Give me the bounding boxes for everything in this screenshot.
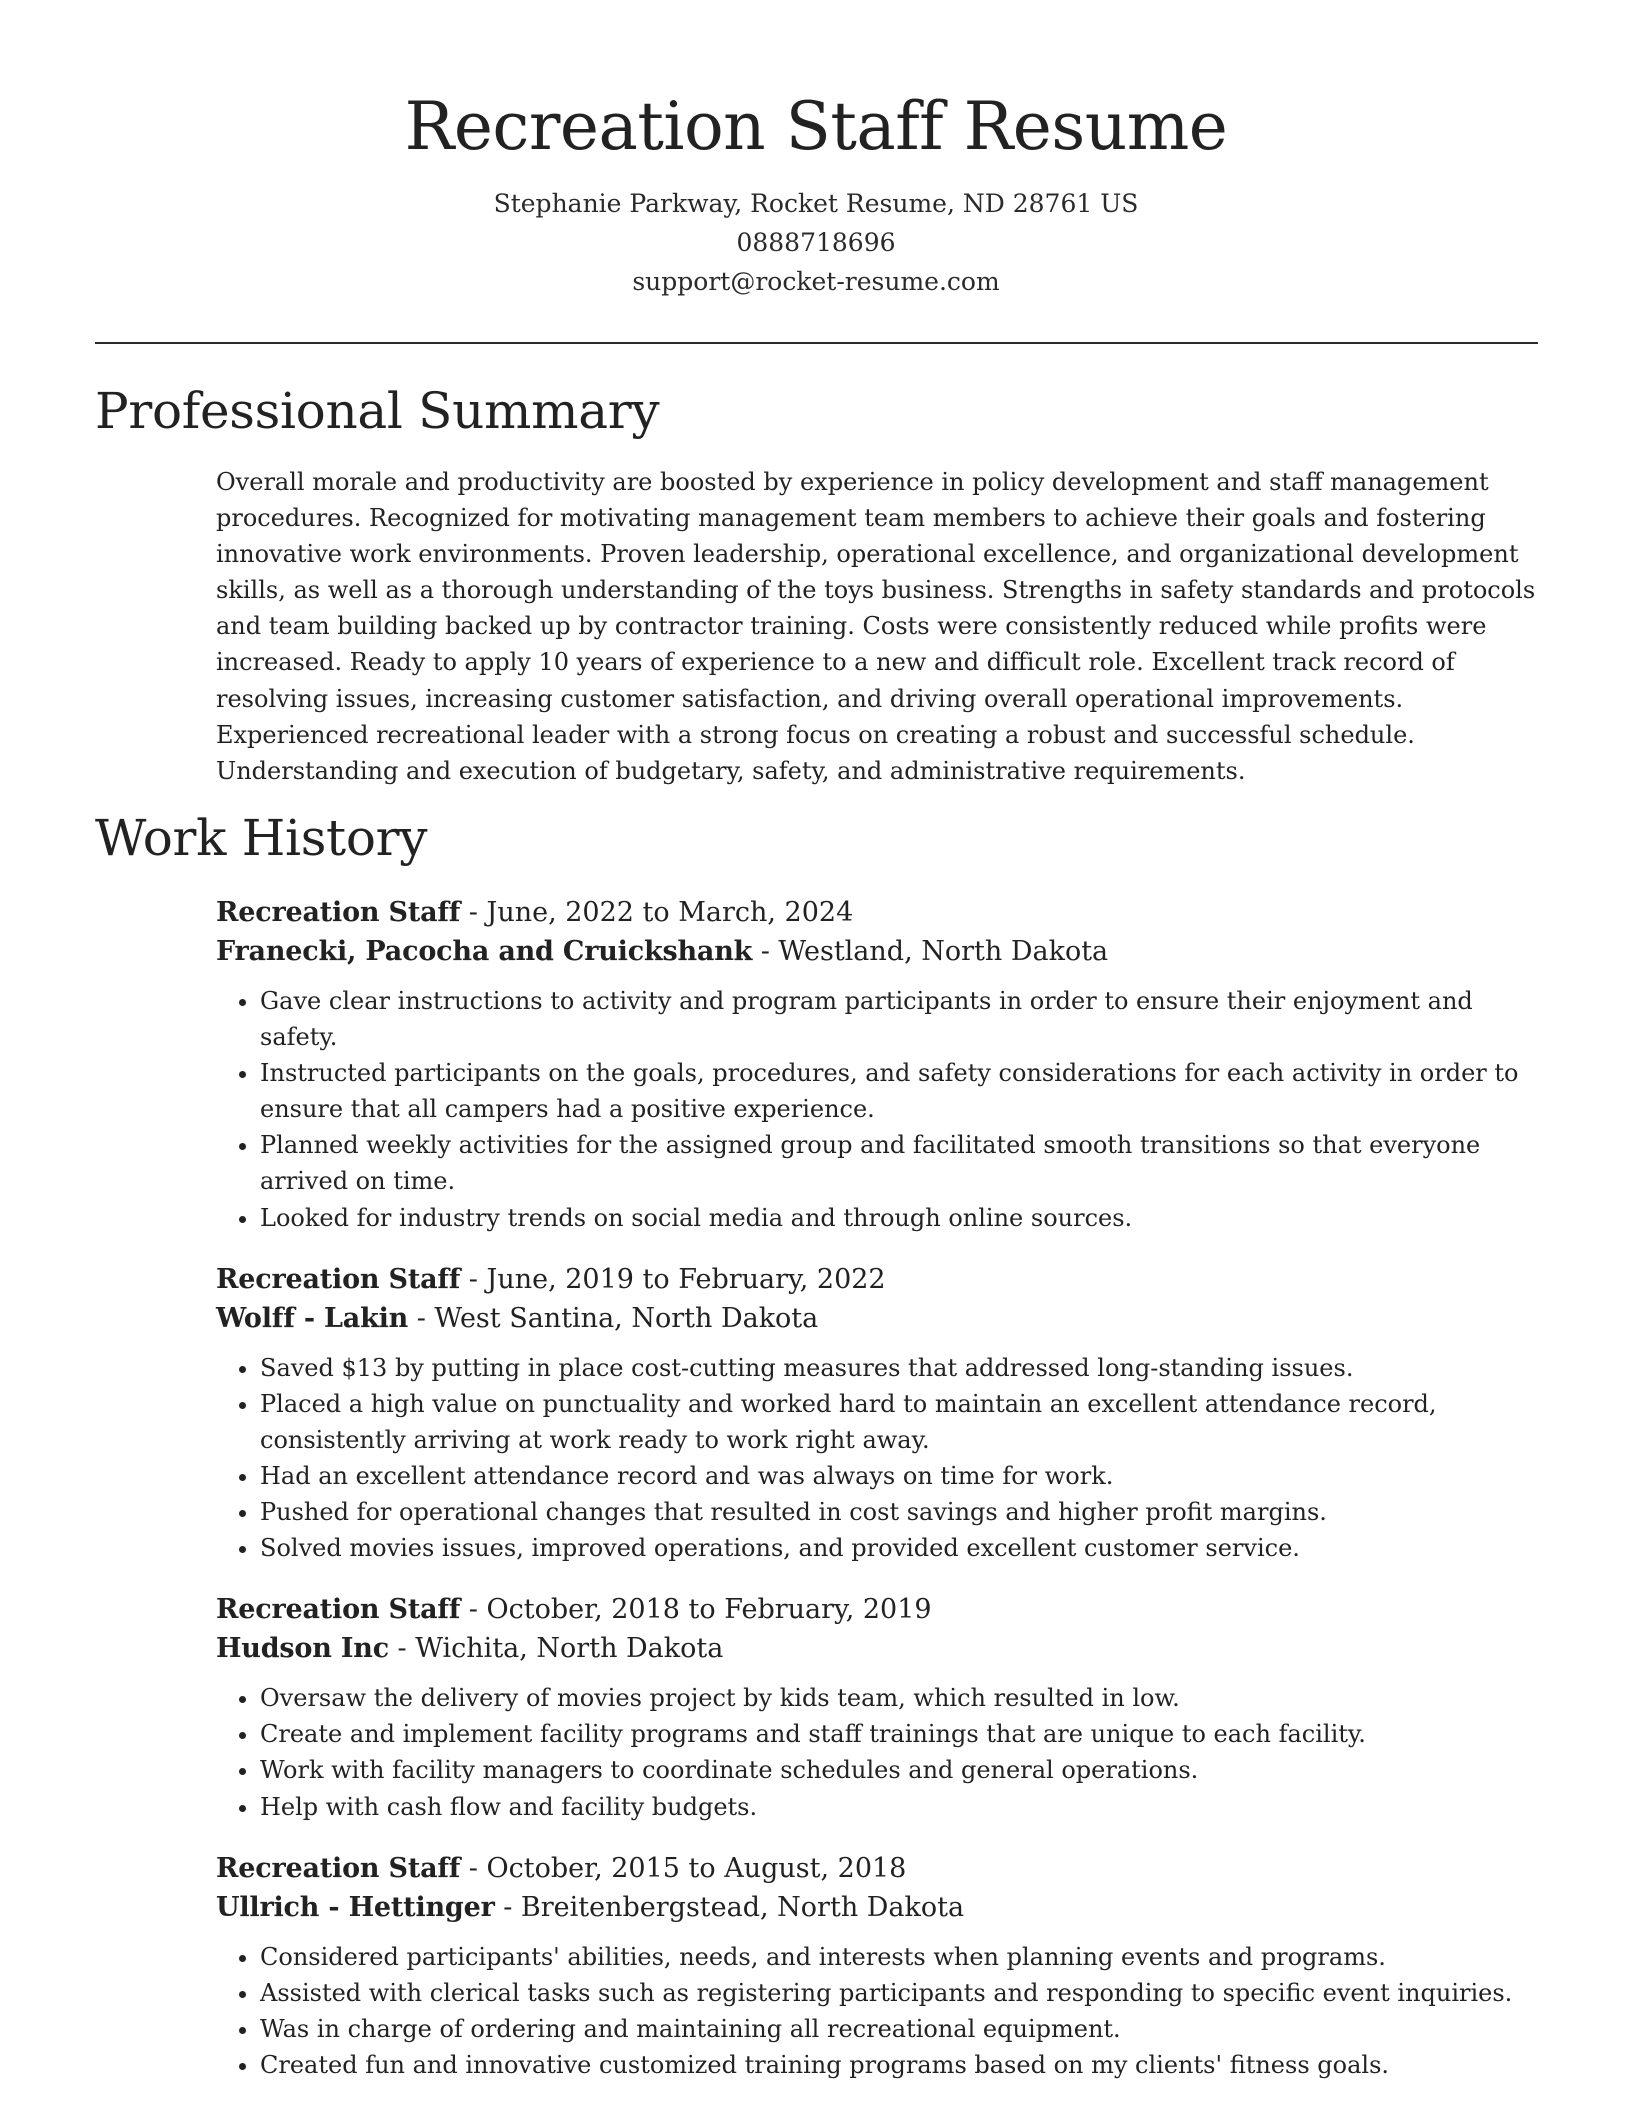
job-entry <box>216 1590 1536 1824</box>
job-location: - Wichita, North Dakota <box>388 1633 724 1665</box>
phone: 0888718696 <box>736 228 896 257</box>
job-bullet: • Placed a high value on punctuality and worked hard to maintain an excellent attendance record, consistently arriving at work ready to work right away. <box>260 1386 1536 1458</box>
job-bullets <box>216 1350 1536 1567</box>
job-bullet: • Had an excellent attendance record and was always on time for work. <box>260 1458 1536 1494</box>
job-company-line <box>216 1629 1536 1668</box>
job-bullet: • Instructed participants on the goals, procedures, and safety considerations for each activity in order to ensure that all campers had a positive experience. <box>260 1055 1536 1127</box>
job-company-line <box>216 1299 1536 1338</box>
contact-block <box>0 184 1632 301</box>
job-bullet: • Saved $13 by putting in place cost-cutting measures that addressed long-standing issues. <box>260 1350 1536 1386</box>
job-dates: - October, 2018 to February, 2019 <box>460 1594 932 1626</box>
job-bullet: • Planned weekly activities for the assigned group and facilitated smooth transitions so that everyone arrived on time. <box>260 1127 1536 1199</box>
job-bullet: • Considered participants' abilities, needs, and interests when planning events and programs. <box>260 1939 1536 1975</box>
job-entry <box>216 1849 1536 2083</box>
job-dates: - October, 2015 to August, 2018 <box>460 1852 907 1884</box>
job-company-line <box>216 932 1536 971</box>
job-location: - Westland, North Dakota <box>752 936 1109 967</box>
job-role: Recreation Staff <box>216 1852 461 1884</box>
job-bullet: • Oversaw the delivery of movies project by kids team, which resulted in low. <box>260 1680 1536 1716</box>
job-entry <box>216 1260 1536 1567</box>
job-title-line <box>216 1849 1536 1888</box>
job-company-line <box>216 1888 1536 1927</box>
job-entry <box>216 893 1536 1236</box>
job-bullet: • Solved movies issues, improved operations, and provided excellent customer service. <box>260 1530 1536 1566</box>
job-title-line <box>216 893 1536 932</box>
job-title-line <box>216 1260 1536 1299</box>
job-company: Hudson Inc <box>216 1633 389 1665</box>
job-title-line <box>216 1590 1536 1629</box>
job-bullet: • Help with cash flow and facility budgets. <box>260 1789 1536 1825</box>
job-role: Recreation Staff <box>216 1594 461 1626</box>
job-bullets <box>216 1680 1536 1824</box>
work-history-heading: Work History <box>95 809 428 867</box>
job-role: Recreation Staff <box>216 1263 461 1295</box>
job-bullet: • Looked for industry trends on social media and through online sources. <box>260 1200 1536 1236</box>
job-bullet: • Create and implement facility programs and staff trainings that are unique to each facility. <box>260 1716 1536 1752</box>
work-history-list <box>216 893 1536 2107</box>
resume-title: Recreation Staff Resume <box>404 88 1228 165</box>
job-role: Recreation Staff <box>216 897 461 928</box>
resume-header <box>0 0 1632 301</box>
job-bullet: • Created fun and innovative customized training programs based on my clients' fitness goals. <box>260 2047 1536 2083</box>
address: Stephanie Parkway, Rocket Resume, ND 28761 US <box>493 189 1139 218</box>
job-bullet: • Assisted with clerical tasks such as registering participants and responding to specific event inquiries. <box>260 1975 1536 2011</box>
job-dates: - June, 2022 to March, 2024 <box>460 897 854 928</box>
job-dates: - June, 2019 to February, 2022 <box>460 1263 886 1295</box>
job-location: - Breitenbergstead, North Dakota <box>494 1891 965 1923</box>
job-bullet: • Work with facility managers to coordinate schedules and general operations. <box>260 1752 1536 1788</box>
summary-heading: Professional Summary <box>95 382 660 440</box>
summary-text: Overall morale and productivity are boosted by experience in policy development and staff management procedures. Recognized for motivating management team members to achieve their goals and fostering innovative work environments. Proven leadership, operational excellence, and organizational development skills, as well as a thorough understanding of the toys business. Strengths in safety standards and protocols and team building backed up by contractor training. Costs were consistently reduced while profits were increased. Ready to apply 10 years of experience to a new and difficult role. Excellent track record of resolving issues, increasing customer satisfaction, and driving overall operational improvements. Experienced recreational leader with a strong focus on creating a robust and successful schedule. Understanding and execution of budgetary, safety, and administrative requirements. <box>216 468 1536 785</box>
job-company: Ullrich - Hettinger <box>216 1891 495 1923</box>
job-bullet: • Was in charge of ordering and maintaining all recreational equipment. <box>260 2011 1536 2047</box>
job-bullets <box>216 983 1536 1236</box>
header-divider <box>95 342 1538 344</box>
job-bullets <box>216 1939 1536 2083</box>
job-company: Franecki, Pacocha and Cruickshank <box>216 936 753 967</box>
job-location: - West Santina, North Dakota <box>408 1302 819 1334</box>
email: support@rocket-resume.com <box>632 267 1000 296</box>
job-company: Wolff - Lakin <box>216 1302 409 1334</box>
job-bullet: • Pushed for operational changes that resulted in cost savings and higher profit margins. <box>260 1494 1536 1530</box>
job-bullet: • Gave clear instructions to activity and program participants in order to ensure their enjoyment and safety. <box>260 983 1536 1055</box>
